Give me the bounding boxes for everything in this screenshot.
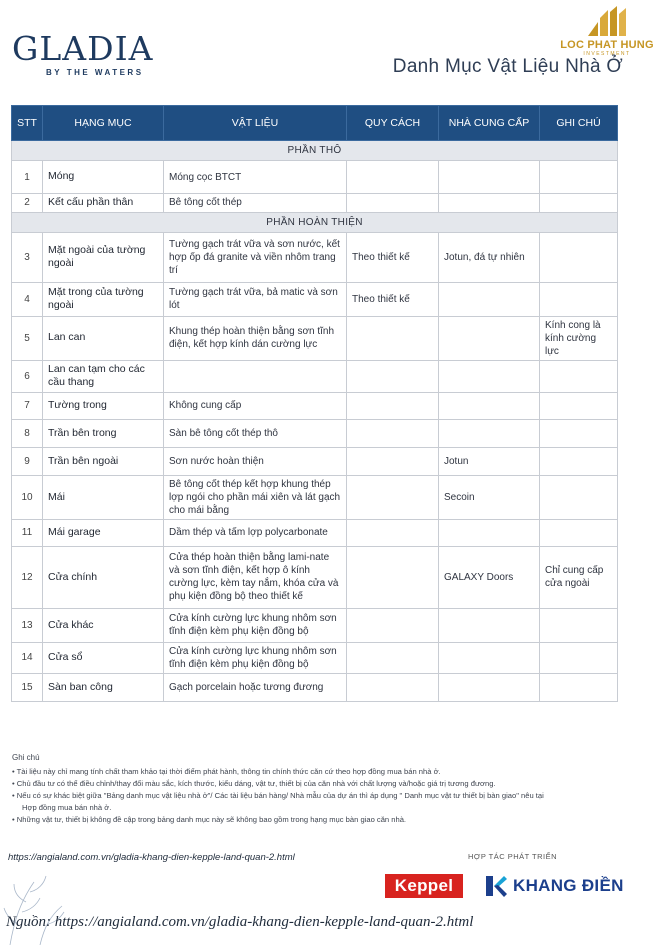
cell-stt: 6 [12, 360, 43, 392]
cell-category: Cửa khác [43, 608, 164, 642]
cell-material: Sàn bê tông cốt thép thô [164, 419, 347, 447]
cell-stt: 8 [12, 419, 43, 447]
table-row [12, 282, 618, 316]
cell-category: Mặt trong của tường ngoài [43, 282, 164, 316]
cell-material: Tường gạch trát vữa và sơn nước, kết hợp ốp đá granite và viền nhôm trang trí [164, 232, 347, 282]
cell-material: Cửa thép hoàn thiện bằng lami-nate và sơn tĩnh điện, kết hợp ô kính cường lực, kèm tay nắm, khóa cửa và phụ kiện đồng bộ theo thiết kế [164, 546, 347, 608]
table-row [12, 673, 618, 701]
khang-dien-mark-icon [484, 874, 508, 898]
cell-category: Lan can tạm cho các cầu thang [43, 360, 164, 392]
table-row [12, 642, 618, 673]
cell-category: Mái garage [43, 519, 164, 546]
cell-note [540, 447, 618, 475]
cell-stt: 15 [12, 673, 43, 701]
cell-spec [347, 419, 439, 447]
cell-note [540, 161, 618, 194]
cell-supplier [439, 673, 540, 701]
section-title: PHẦN THÔ [12, 141, 618, 161]
cell-supplier [439, 316, 540, 360]
note-item: • Nếu có sự khác biệt giữa "Bảng danh mục vật liệu nhà ở"/ Các tài liệu bán hàng/ Nhà mẫu của dự án thì áp dụng " Danh mục vật tư thiết bị bàn giao" nêu tại [12, 791, 544, 801]
cell-supplier [439, 360, 540, 392]
cell-category: Sàn ban công [43, 673, 164, 701]
cell-stt: 10 [12, 475, 43, 519]
source-link-small[interactable]: https://angialand.com.vn/gladia-khang-dien-kepple-land-quan-2.html [8, 852, 295, 863]
header-material: VẬT LIỆU [164, 106, 347, 141]
table-row [12, 447, 618, 475]
cell-supplier: Jotun [439, 447, 540, 475]
header-note: GHI CHÚ [540, 106, 618, 141]
cell-note [540, 282, 618, 316]
cell-note [540, 519, 618, 546]
cell-spec [347, 161, 439, 194]
note-continuation: Hợp đồng mua bán nhà ở. [22, 803, 112, 813]
cell-stt: 14 [12, 642, 43, 673]
note-item: • Tài liệu này chỉ mang tính chất tham khảo tại thời điểm phát hành, thông tin chính thức căn cứ theo hợp đồng mua bán nhà ở. [12, 766, 441, 776]
cell-material: Không cung cấp [164, 392, 347, 419]
brand-logo [12, 29, 172, 77]
loc-phat-hung-logo [559, 6, 655, 57]
header-supplier: NHÀ CUNG CẤP [439, 106, 540, 141]
cell-material: Cửa kính cường lực khung nhôm sơn tĩnh điện kèm phụ kiện đồng bộ [164, 608, 347, 642]
materials-table [11, 105, 618, 702]
cell-stt: 11 [12, 519, 43, 546]
decorative-plant-icon [0, 862, 70, 945]
cell-material: Gạch porcelain hoặc tương đương [164, 673, 347, 701]
cell-stt: 2 [12, 194, 43, 213]
cell-category: Móng [43, 161, 164, 194]
cell-spec [347, 316, 439, 360]
cell-stt: 3 [12, 232, 43, 282]
header-spec: QUY CÁCH [347, 106, 439, 141]
khang-dien-logo [484, 872, 624, 900]
cell-spec [347, 519, 439, 546]
cell-note [540, 673, 618, 701]
section-row [12, 141, 618, 161]
table-row [12, 608, 618, 642]
cell-material [164, 360, 347, 392]
header-category: HẠNG MỤC [43, 106, 164, 141]
cell-supplier [439, 392, 540, 419]
cell-material: Bê tông cốt thép [164, 194, 347, 213]
cell-supplier [439, 608, 540, 642]
cell-spec [347, 673, 439, 701]
table-row [12, 475, 618, 519]
table-row [12, 316, 618, 360]
section-row [12, 212, 618, 232]
cell-stt: 7 [12, 392, 43, 419]
table-row [12, 232, 618, 282]
cell-material: Tường gạch trát vữa, bả matic và sơn lót [164, 282, 347, 316]
cell-supplier [439, 642, 540, 673]
header-stt: STT [12, 106, 43, 141]
partner-sub: INVESTMENT [583, 51, 631, 57]
cell-spec: Theo thiết kế [347, 282, 439, 316]
cell-category: Mái [43, 475, 164, 519]
table-row [12, 419, 618, 447]
cell-note: Kính cong là kính cường lực [540, 316, 618, 360]
cell-supplier: Secoin [439, 475, 540, 519]
cell-stt: 9 [12, 447, 43, 475]
cell-spec [347, 447, 439, 475]
cell-material: Khung thép hoàn thiện bằng sơn tĩnh điện, kết hợp kính dán cường lực [164, 316, 347, 360]
cell-stt: 4 [12, 282, 43, 316]
cell-material: Bê tông cốt thép kết hợp khung thép lợp ngói cho phần mái xiên và lát gạch cho mái bằng [164, 475, 347, 519]
cell-category: Kết cấu phần thân [43, 194, 164, 213]
cell-category: Cửa sổ [43, 642, 164, 673]
table-row [12, 194, 618, 213]
cell-note [540, 232, 618, 282]
cell-stt: 5 [12, 316, 43, 360]
cell-spec [347, 642, 439, 673]
bars-logo-icon [584, 6, 630, 38]
cell-supplier [439, 419, 540, 447]
table-row [12, 360, 618, 392]
khang-dien-name: KHANG ĐIỀN [513, 876, 624, 895]
cell-note [540, 608, 618, 642]
cell-spec [347, 475, 439, 519]
cell-material: Cửa kính cường lực khung nhôm sơn tĩnh điện kèm phụ kiện đồng bộ [164, 642, 347, 673]
cell-spec [347, 194, 439, 213]
cell-stt: 13 [12, 608, 43, 642]
cell-spec: Theo thiết kế [347, 232, 439, 282]
cell-category: Lan can [43, 316, 164, 360]
partner-name: LOC PHAT HUNG [560, 39, 654, 51]
note-item: • Chủ đầu tư có thể điều chỉnh/thay đổi màu sắc, kích thước, kiểu dáng, vật tư, thiết bị của căn nhà với chất lượng và/hoặc giá trị tương đương. [12, 778, 496, 788]
brand-tagline: BY THE WATERS [46, 68, 144, 77]
note-item: • Những vật tư, thiết bị không đề cập trong bảng danh mục này sẽ không bao gồm trong hạng mục bàn giao căn nhà. [12, 815, 407, 825]
cell-stt: 1 [12, 161, 43, 194]
cell-note [540, 419, 618, 447]
source-caption: Nguồn: https://angialand.com.vn/gladia-khang-dien-kepple-land-quan-2.html [6, 914, 474, 930]
cell-note [540, 475, 618, 519]
cell-material: Sơn nước hoàn thiện [164, 447, 347, 475]
notes-section [12, 752, 652, 827]
cell-supplier [439, 282, 540, 316]
table-row [12, 392, 618, 419]
cell-category: Tường trong [43, 392, 164, 419]
table-row [12, 161, 618, 194]
cell-note: Chỉ cung cấp cửa ngoài [540, 546, 618, 608]
table-row [12, 546, 618, 608]
cell-stt: 12 [12, 546, 43, 608]
cell-note [540, 392, 618, 419]
cell-material: Móng cọc BTCT [164, 161, 347, 194]
table-row [12, 519, 618, 546]
cell-supplier: Jotun, đá tự nhiên [439, 232, 540, 282]
table-header-row [12, 106, 618, 141]
cell-category: Trần bên ngoài [43, 447, 164, 475]
cell-note [540, 360, 618, 392]
cell-category: Cửa chính [43, 546, 164, 608]
cell-category: Trần bên trong [43, 419, 164, 447]
developers-label: HỢP TÁC PHÁT TRIỂN [468, 852, 558, 861]
cell-supplier [439, 194, 540, 213]
cell-spec [347, 360, 439, 392]
cell-supplier [439, 519, 540, 546]
cell-spec [347, 392, 439, 419]
cell-material: Dầm thép và tấm lợp polycarbonate [164, 519, 347, 546]
brand-wordmark: GLADIA [12, 29, 154, 68]
page-title: Danh Mục Vật Liệu Nhà Ở [392, 56, 623, 77]
notes-label: Ghi chú [12, 753, 40, 762]
section-title: PHẦN HOÀN THIỆN [12, 212, 618, 232]
cell-category: Mặt ngoài của tường ngoài [43, 232, 164, 282]
cell-spec [347, 546, 439, 608]
cell-supplier [439, 161, 540, 194]
cell-supplier: GALAXY Doors [439, 546, 540, 608]
keppel-logo: Keppel [385, 874, 463, 898]
cell-note [540, 642, 618, 673]
cell-note [540, 194, 618, 213]
cell-spec [347, 608, 439, 642]
